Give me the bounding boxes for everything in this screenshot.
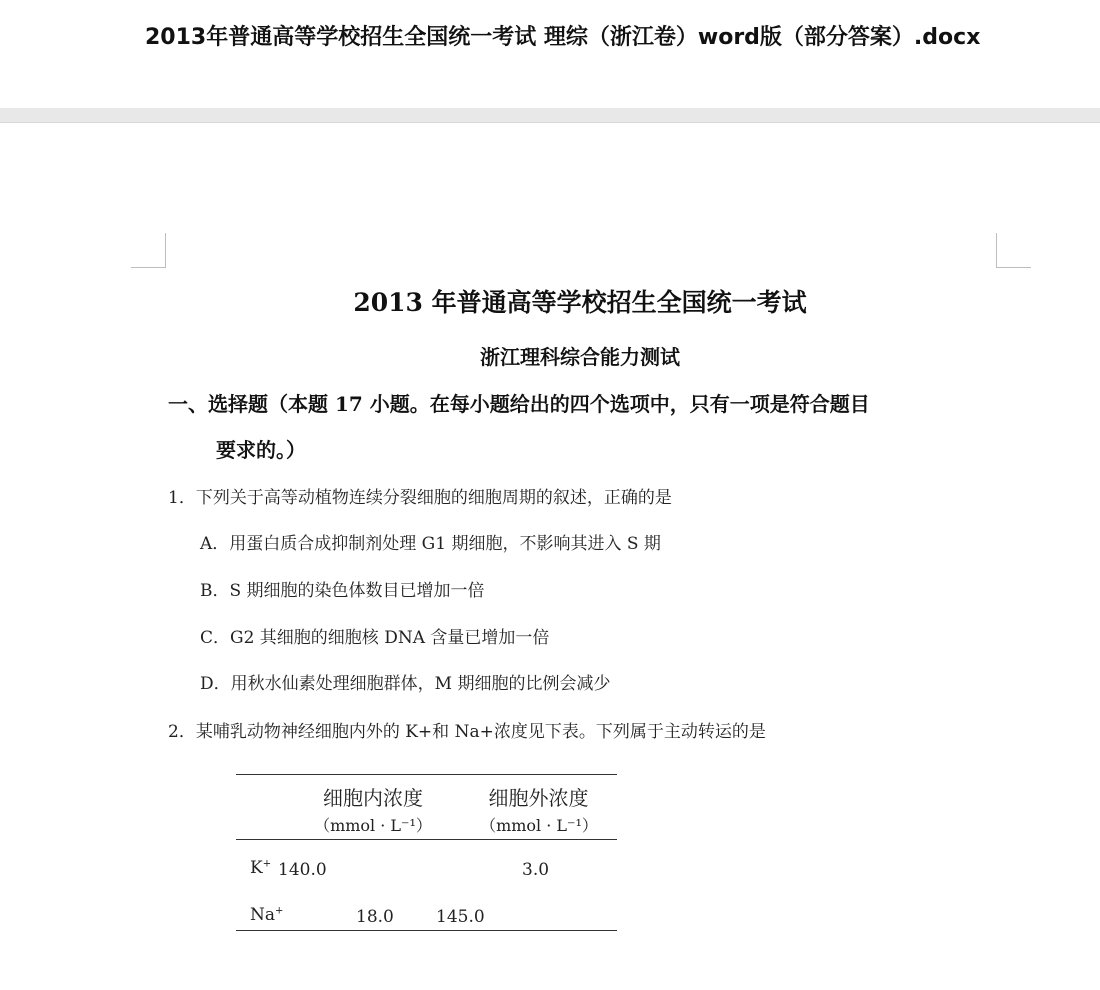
margin-corner-right	[996, 233, 1031, 268]
row-k-outside-value: 3.0	[522, 860, 550, 880]
question-1-option-d: D．用秋水仙素处理细胞群体，M 期细胞的比例会减少	[200, 674, 611, 694]
row-na-inside-value: 18.0	[356, 907, 394, 927]
exam-subheading: 浙江理科综合能力测试	[480, 345, 680, 369]
table-top-rule	[236, 774, 617, 775]
question-1-option-a: A．用蛋白质合成抑制剂处理 G1 期细胞，不影响其进入 S 期	[200, 534, 661, 554]
unit-outside: （mmol · L⁻¹）	[480, 816, 598, 835]
header-inside-concentration: 细胞内浓度	[323, 786, 423, 810]
section-heading	[168, 381, 1008, 473]
row-k-ion-charge: +	[262, 858, 272, 870]
section-heading-line1: 一、选择题（本题 17 小题。在每小题给出的四个选项中，只有一项是符合题目	[168, 392, 870, 416]
row-na-outside-value: 145.0	[436, 907, 485, 927]
question-1-stem: 1．下列关于高等动植物连续分裂细胞的细胞周期的叙述，正确的是	[168, 488, 672, 508]
row-na-ion-symbol: Na	[250, 905, 276, 925]
window-title-bar	[0, 0, 1100, 76]
row-k-ion-symbol: K	[250, 858, 263, 878]
header-outside-concentration: 细胞外浓度	[488, 786, 589, 810]
question-1-option-c: C．G2 其细胞的细胞核 DNA 含量已增加一倍	[200, 628, 550, 648]
question-1-option-b: B．S 期细胞的染色体数目已增加一倍	[200, 581, 485, 601]
question-2-stem: 2．某哺乳动物神经细胞内外的 K+和 Na+浓度见下表。下列属于主动转运的是	[168, 722, 766, 742]
document-title: 2013年普通高等学校招生全国统一考试 理综（浙江卷）word版（部分答案）.docx	[145, 25, 981, 50]
row-k-inside-value: 140.0	[278, 860, 327, 880]
unit-inside: （mmol · L⁻¹）	[314, 816, 432, 835]
row-na-ion	[250, 905, 283, 925]
table-bottom-rule	[236, 930, 617, 931]
toolbar-separator	[0, 108, 1100, 123]
row-na-ion-charge: +	[275, 905, 284, 917]
exam-heading: 2013 年普通高等学校招生全国统一考试	[353, 288, 807, 317]
section-heading-line2: 要求的。）	[216, 438, 306, 462]
document-page	[0, 123, 1100, 990]
row-k-ion	[250, 858, 271, 878]
margin-corner-left	[131, 233, 166, 268]
concentration-table	[236, 774, 617, 934]
table-header-rule	[236, 839, 617, 840]
